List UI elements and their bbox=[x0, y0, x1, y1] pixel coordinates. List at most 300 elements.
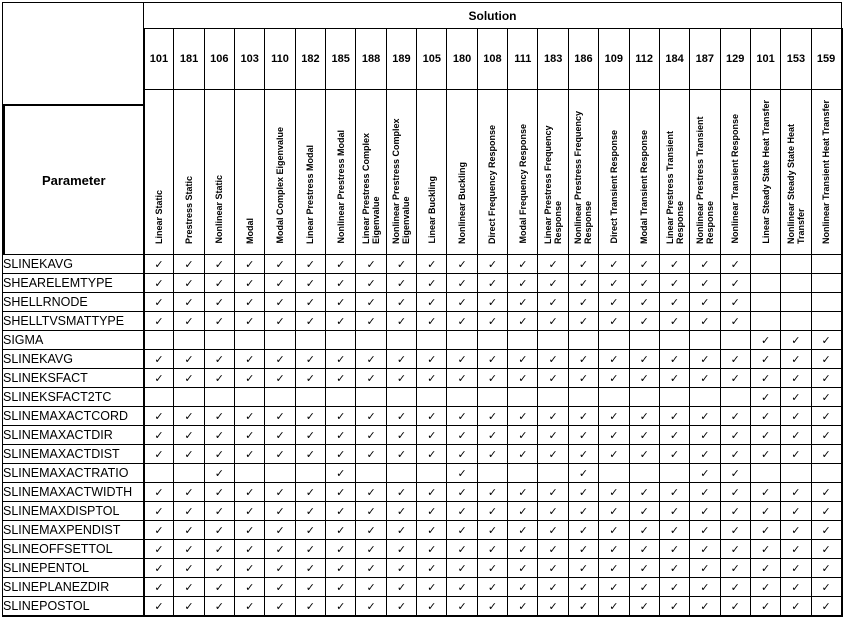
check-cell bbox=[750, 578, 780, 597]
check-cell bbox=[781, 407, 811, 426]
check-cell bbox=[477, 293, 507, 312]
check-cell bbox=[811, 521, 841, 540]
check-icon: ✓ bbox=[578, 258, 589, 271]
check-cell bbox=[174, 426, 204, 445]
solution-code-cell bbox=[447, 29, 477, 90]
check-icon: ✓ bbox=[518, 524, 528, 537]
check-cell bbox=[568, 502, 598, 521]
check-cell bbox=[144, 274, 174, 293]
solution-code-cell bbox=[386, 29, 416, 90]
check-icon: ✓ bbox=[548, 505, 558, 518]
check-cell bbox=[326, 255, 356, 274]
check-cell bbox=[235, 540, 265, 559]
check-icon: ✓ bbox=[730, 505, 740, 518]
check-icon: ✓ bbox=[245, 429, 255, 442]
check-icon: ✓ bbox=[700, 353, 710, 366]
check-cell bbox=[690, 293, 720, 312]
check-icon: ✓ bbox=[821, 448, 831, 461]
check-cell bbox=[386, 521, 416, 540]
check-icon: ✓ bbox=[305, 258, 315, 271]
empty-cell bbox=[265, 464, 295, 483]
check-icon: ✓ bbox=[487, 315, 498, 328]
check-cell bbox=[750, 426, 780, 445]
check-cell bbox=[538, 483, 568, 502]
check-cell bbox=[356, 578, 386, 597]
check-cell bbox=[659, 369, 689, 388]
empty-cell bbox=[174, 331, 204, 350]
check-icon: ✓ bbox=[609, 353, 619, 366]
solution-label-cell bbox=[659, 90, 689, 255]
empty-cell bbox=[750, 464, 780, 483]
table-row bbox=[3, 388, 842, 407]
check-icon: ✓ bbox=[154, 296, 164, 309]
check-cell bbox=[235, 369, 265, 388]
empty-cell bbox=[690, 388, 720, 407]
check-icon: ✓ bbox=[669, 562, 680, 575]
check-cell bbox=[750, 521, 780, 540]
check-cell bbox=[447, 445, 477, 464]
check-icon: ✓ bbox=[427, 486, 437, 499]
check-icon: ✓ bbox=[518, 581, 528, 594]
solution-label-cell bbox=[477, 90, 507, 255]
check-icon: ✓ bbox=[700, 277, 710, 290]
check-icon: ✓ bbox=[639, 600, 649, 613]
solution-label: Linear Steady State Heat Transfer bbox=[760, 100, 771, 244]
check-cell bbox=[235, 426, 265, 445]
check-cell bbox=[356, 407, 386, 426]
check-cell bbox=[781, 597, 811, 617]
check-cell bbox=[447, 502, 477, 521]
solution-label-cell bbox=[781, 90, 811, 255]
solution-label: Nonlinear Prestress Complex Eigenvalue bbox=[391, 118, 412, 244]
check-icon: ✓ bbox=[487, 505, 498, 518]
check-cell bbox=[447, 559, 477, 578]
check-icon: ✓ bbox=[336, 448, 346, 461]
check-cell bbox=[174, 540, 204, 559]
check-cell bbox=[417, 559, 447, 578]
check-cell bbox=[599, 521, 629, 540]
check-icon: ✓ bbox=[154, 486, 164, 499]
empty-cell bbox=[781, 464, 811, 483]
check-cell bbox=[295, 274, 325, 293]
empty-cell bbox=[781, 255, 811, 274]
check-icon: ✓ bbox=[457, 296, 467, 309]
check-icon: ✓ bbox=[336, 524, 346, 537]
check-cell bbox=[386, 597, 416, 617]
solution-code: 153 bbox=[786, 53, 806, 65]
empty-cell bbox=[659, 331, 689, 350]
table-row bbox=[3, 578, 842, 597]
check-icon: ✓ bbox=[669, 258, 680, 271]
check-icon: ✓ bbox=[275, 505, 285, 518]
check-icon: ✓ bbox=[730, 410, 740, 423]
solution-label: Modal bbox=[244, 218, 255, 244]
check-icon: ✓ bbox=[275, 543, 285, 556]
check-cell bbox=[144, 502, 174, 521]
solution-code: 183 bbox=[543, 53, 563, 65]
check-cell bbox=[599, 502, 629, 521]
check-icon: ✓ bbox=[336, 410, 346, 423]
check-icon: ✓ bbox=[700, 467, 710, 480]
check-cell bbox=[144, 483, 174, 502]
check-cell bbox=[508, 540, 538, 559]
check-cell bbox=[265, 559, 295, 578]
check-cell bbox=[568, 312, 598, 331]
solution-label: Nonlinear Transient Response bbox=[730, 114, 741, 244]
check-cell bbox=[447, 369, 477, 388]
check-cell bbox=[477, 255, 507, 274]
check-cell bbox=[386, 369, 416, 388]
empty-cell bbox=[750, 274, 780, 293]
check-cell bbox=[235, 578, 265, 597]
check-icon: ✓ bbox=[791, 410, 801, 423]
check-icon: ✓ bbox=[245, 543, 255, 556]
check-cell bbox=[508, 597, 538, 617]
check-icon: ✓ bbox=[487, 429, 498, 442]
check-icon: ✓ bbox=[396, 372, 407, 385]
check-icon: ✓ bbox=[760, 410, 771, 423]
check-icon: ✓ bbox=[427, 524, 437, 537]
check-cell bbox=[508, 274, 538, 293]
check-icon: ✓ bbox=[214, 543, 224, 556]
check-cell bbox=[326, 369, 356, 388]
check-icon: ✓ bbox=[821, 334, 831, 347]
check-icon: ✓ bbox=[518, 372, 528, 385]
empty-cell bbox=[629, 331, 659, 350]
check-cell bbox=[447, 521, 477, 540]
check-icon: ✓ bbox=[730, 429, 740, 442]
check-cell bbox=[690, 502, 720, 521]
check-icon: ✓ bbox=[760, 372, 771, 385]
check-icon: ✓ bbox=[366, 562, 376, 575]
solution-label-cell bbox=[204, 90, 234, 255]
check-cell bbox=[811, 445, 841, 464]
check-cell bbox=[295, 255, 325, 274]
solution-code-cell bbox=[538, 29, 568, 90]
table-row bbox=[3, 540, 842, 559]
check-icon: ✓ bbox=[791, 581, 801, 594]
check-cell bbox=[568, 255, 598, 274]
check-cell bbox=[781, 578, 811, 597]
empty-cell bbox=[659, 464, 689, 483]
check-icon: ✓ bbox=[578, 277, 589, 290]
check-cell bbox=[386, 559, 416, 578]
check-icon: ✓ bbox=[366, 505, 376, 518]
header-row-solution bbox=[3, 3, 842, 29]
check-icon: ✓ bbox=[427, 277, 437, 290]
check-icon: ✓ bbox=[457, 505, 467, 518]
check-cell bbox=[538, 502, 568, 521]
check-icon: ✓ bbox=[366, 296, 376, 309]
solution-code: 111 bbox=[514, 53, 532, 65]
check-icon: ✓ bbox=[730, 467, 740, 480]
check-icon: ✓ bbox=[366, 410, 376, 423]
check-cell bbox=[538, 540, 568, 559]
check-cell bbox=[629, 578, 659, 597]
empty-cell bbox=[386, 331, 416, 350]
check-icon: ✓ bbox=[791, 372, 801, 385]
check-cell bbox=[720, 255, 750, 274]
check-cell bbox=[538, 369, 568, 388]
empty-cell bbox=[538, 388, 568, 407]
check-cell bbox=[629, 426, 659, 445]
check-cell bbox=[629, 350, 659, 369]
check-cell bbox=[417, 350, 447, 369]
check-cell bbox=[356, 483, 386, 502]
empty-cell bbox=[386, 388, 416, 407]
check-cell bbox=[356, 274, 386, 293]
solution-code: 181 bbox=[179, 53, 199, 65]
check-cell bbox=[447, 464, 477, 483]
check-icon: ✓ bbox=[639, 448, 649, 461]
empty-cell bbox=[690, 331, 720, 350]
check-icon: ✓ bbox=[639, 315, 649, 328]
check-cell bbox=[204, 274, 234, 293]
check-cell bbox=[204, 369, 234, 388]
check-icon: ✓ bbox=[548, 600, 558, 613]
check-icon: ✓ bbox=[427, 315, 437, 328]
solution-label-cell bbox=[174, 90, 204, 255]
check-icon: ✓ bbox=[578, 372, 589, 385]
check-icon: ✓ bbox=[275, 429, 285, 442]
check-cell bbox=[235, 521, 265, 540]
check-icon: ✓ bbox=[245, 524, 255, 537]
check-cell bbox=[144, 445, 174, 464]
check-cell bbox=[386, 502, 416, 521]
check-cell bbox=[568, 540, 598, 559]
check-cell bbox=[265, 293, 295, 312]
check-icon: ✓ bbox=[214, 258, 224, 271]
check-cell bbox=[477, 540, 507, 559]
check-cell bbox=[204, 464, 234, 483]
check-cell bbox=[720, 350, 750, 369]
check-icon: ✓ bbox=[639, 353, 649, 366]
table-row bbox=[3, 483, 842, 502]
check-icon: ✓ bbox=[275, 486, 285, 499]
check-cell bbox=[417, 426, 447, 445]
check-cell bbox=[508, 483, 538, 502]
empty-cell bbox=[538, 464, 568, 483]
check-cell bbox=[690, 407, 720, 426]
check-icon: ✓ bbox=[487, 296, 498, 309]
check-cell bbox=[750, 350, 780, 369]
solution-label-cell bbox=[447, 90, 477, 255]
check-cell bbox=[659, 445, 689, 464]
check-icon: ✓ bbox=[305, 410, 315, 423]
check-icon: ✓ bbox=[730, 277, 740, 290]
check-cell bbox=[659, 255, 689, 274]
check-cell bbox=[265, 255, 295, 274]
check-icon: ✓ bbox=[518, 353, 528, 366]
check-cell bbox=[174, 274, 204, 293]
check-icon: ✓ bbox=[305, 429, 315, 442]
solution-code: 101 bbox=[756, 53, 775, 65]
check-icon: ✓ bbox=[578, 581, 589, 594]
check-icon: ✓ bbox=[336, 353, 346, 366]
check-cell bbox=[781, 369, 811, 388]
check-icon: ✓ bbox=[305, 448, 315, 461]
check-cell bbox=[356, 293, 386, 312]
check-icon: ✓ bbox=[184, 524, 194, 537]
check-cell bbox=[599, 578, 629, 597]
check-icon: ✓ bbox=[487, 581, 498, 594]
check-cell bbox=[174, 369, 204, 388]
check-icon: ✓ bbox=[305, 277, 315, 290]
check-cell bbox=[295, 597, 325, 617]
solution-code: 180 bbox=[452, 53, 472, 65]
empty-cell bbox=[356, 331, 386, 350]
check-cell bbox=[568, 350, 598, 369]
check-cell bbox=[477, 597, 507, 617]
check-icon: ✓ bbox=[669, 429, 680, 442]
empty-cell bbox=[538, 331, 568, 350]
check-cell bbox=[538, 559, 568, 578]
check-icon: ✓ bbox=[245, 486, 255, 499]
check-icon: ✓ bbox=[760, 505, 771, 518]
check-cell bbox=[174, 578, 204, 597]
check-icon: ✓ bbox=[336, 258, 346, 271]
empty-cell bbox=[781, 274, 811, 293]
check-cell bbox=[629, 369, 659, 388]
check-icon: ✓ bbox=[275, 277, 285, 290]
check-cell bbox=[417, 293, 447, 312]
parameter-name: SLINEOFFSETTOL bbox=[3, 540, 144, 559]
check-cell bbox=[508, 445, 538, 464]
check-icon: ✓ bbox=[457, 543, 467, 556]
check-icon: ✓ bbox=[366, 486, 376, 499]
parameter-header: Parameter bbox=[3, 104, 143, 254]
check-cell bbox=[174, 293, 204, 312]
check-icon: ✓ bbox=[457, 277, 467, 290]
solution-label-cell bbox=[295, 90, 325, 255]
check-cell bbox=[659, 521, 689, 540]
check-cell bbox=[508, 578, 538, 597]
table-row bbox=[3, 369, 842, 388]
check-icon: ✓ bbox=[669, 600, 680, 613]
check-icon: ✓ bbox=[609, 486, 619, 499]
check-cell bbox=[538, 293, 568, 312]
check-icon: ✓ bbox=[639, 581, 649, 594]
check-cell bbox=[295, 350, 325, 369]
check-icon: ✓ bbox=[609, 448, 619, 461]
check-cell bbox=[538, 255, 568, 274]
check-icon: ✓ bbox=[609, 581, 619, 594]
check-icon: ✓ bbox=[760, 448, 771, 461]
check-cell bbox=[265, 426, 295, 445]
check-icon: ✓ bbox=[366, 315, 376, 328]
check-icon: ✓ bbox=[396, 600, 407, 613]
check-icon: ✓ bbox=[487, 600, 498, 613]
check-cell bbox=[720, 540, 750, 559]
check-icon: ✓ bbox=[214, 296, 224, 309]
solution-label-cell bbox=[235, 90, 265, 255]
check-cell bbox=[508, 312, 538, 331]
check-cell bbox=[629, 293, 659, 312]
check-icon: ✓ bbox=[730, 258, 740, 271]
check-icon: ✓ bbox=[669, 543, 680, 556]
check-cell bbox=[204, 426, 234, 445]
check-cell bbox=[599, 274, 629, 293]
check-cell bbox=[690, 483, 720, 502]
check-icon: ✓ bbox=[821, 486, 831, 499]
check-cell bbox=[811, 331, 841, 350]
check-icon: ✓ bbox=[821, 581, 831, 594]
check-icon: ✓ bbox=[578, 562, 589, 575]
solution-code: 109 bbox=[604, 53, 623, 65]
empty-cell bbox=[781, 312, 811, 331]
table-row bbox=[3, 331, 842, 350]
check-cell bbox=[781, 331, 811, 350]
solution-code-cell bbox=[326, 29, 356, 90]
check-icon: ✓ bbox=[396, 486, 407, 499]
check-icon: ✓ bbox=[336, 486, 346, 499]
check-cell bbox=[417, 369, 447, 388]
check-cell bbox=[204, 502, 234, 521]
check-icon: ✓ bbox=[336, 372, 346, 385]
empty-cell bbox=[356, 388, 386, 407]
check-icon: ✓ bbox=[791, 543, 801, 556]
check-icon: ✓ bbox=[700, 258, 710, 271]
check-icon: ✓ bbox=[275, 562, 285, 575]
check-icon: ✓ bbox=[245, 258, 255, 271]
empty-cell bbox=[326, 331, 356, 350]
check-icon: ✓ bbox=[275, 353, 285, 366]
solution-code: 187 bbox=[695, 53, 715, 65]
check-icon: ✓ bbox=[184, 258, 194, 271]
check-cell bbox=[781, 426, 811, 445]
check-cell bbox=[781, 445, 811, 464]
check-cell bbox=[447, 597, 477, 617]
check-icon: ✓ bbox=[518, 562, 528, 575]
table-row bbox=[3, 350, 842, 369]
check-cell bbox=[295, 521, 325, 540]
check-cell bbox=[326, 293, 356, 312]
check-icon: ✓ bbox=[457, 524, 467, 537]
table-row bbox=[3, 255, 842, 274]
solution-label-cell bbox=[568, 90, 598, 255]
check-icon: ✓ bbox=[427, 429, 437, 442]
check-cell bbox=[204, 350, 234, 369]
check-icon: ✓ bbox=[184, 353, 194, 366]
check-icon: ✓ bbox=[821, 600, 831, 613]
check-icon: ✓ bbox=[791, 353, 801, 366]
check-cell bbox=[295, 445, 325, 464]
check-cell bbox=[144, 293, 174, 312]
check-cell bbox=[447, 312, 477, 331]
empty-cell bbox=[781, 293, 811, 312]
solution-label: Linear Prestress Complex Eigenvalue bbox=[361, 132, 382, 244]
solution-label-cell bbox=[538, 90, 568, 255]
check-cell bbox=[326, 350, 356, 369]
solution-label: Nonlinear Prestress Frequency Response bbox=[573, 110, 594, 244]
empty-cell bbox=[235, 331, 265, 350]
check-cell bbox=[568, 559, 598, 578]
check-icon: ✓ bbox=[518, 296, 528, 309]
check-icon: ✓ bbox=[548, 448, 558, 461]
check-icon: ✓ bbox=[760, 334, 771, 347]
check-cell bbox=[204, 445, 234, 464]
check-cell bbox=[629, 445, 659, 464]
check-icon: ✓ bbox=[487, 410, 498, 423]
check-cell bbox=[568, 407, 598, 426]
check-cell bbox=[750, 597, 780, 617]
check-cell bbox=[659, 426, 689, 445]
check-cell bbox=[477, 559, 507, 578]
check-cell bbox=[326, 578, 356, 597]
check-icon: ✓ bbox=[791, 429, 801, 442]
check-icon: ✓ bbox=[609, 410, 619, 423]
solution-code-cell bbox=[508, 29, 538, 90]
